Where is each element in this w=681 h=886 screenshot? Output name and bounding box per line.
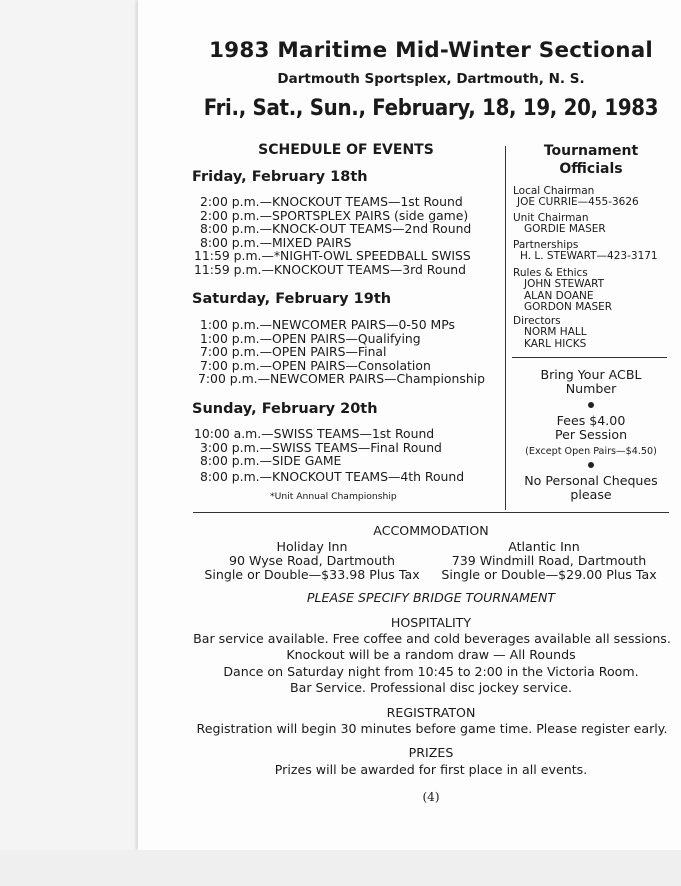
list-item: ALAN DOANE — [524, 289, 594, 302]
hotel1-rate: Single or Double—$33.98 Plus Tax — [204, 567, 420, 582]
list-item: 8:00 p.m.—KNOCK-OUT TEAMS—2nd Round — [200, 221, 472, 237]
list-item: NORM HALL — [524, 326, 587, 338]
local-chairman: JOE CURRIE—455-3626 — [517, 196, 639, 208]
acbl-line-2: Number — [565, 381, 617, 396]
list-item: 7:00 p.m.—OPEN PAIRS—Consolation — [200, 357, 431, 373]
directors-names — [524, 327, 587, 350]
saturday-title: Saturday, February 19th — [192, 291, 392, 307]
hospitality-line: Bar Service. Professional disc jockey service. — [289, 680, 573, 695]
schedule-heading: SCHEDULE OF EVENTS — [258, 142, 434, 158]
list-item: 8:00 p.m.—KNOCKOUT TEAMS—4th Round — [200, 468, 465, 484]
fees-line-2: Per Session — [554, 427, 628, 442]
event-title: 1983 Maritime Mid-Winter Sectional — [209, 38, 653, 63]
unit-chairman: GORDIE MASER — [524, 223, 606, 235]
hospitality-heading: HOSPITALITY — [390, 615, 472, 630]
friday-events — [194, 195, 471, 277]
unit-chairman-label: Unit Chairman — [513, 212, 589, 224]
page-number: (4) — [422, 790, 440, 804]
list-item: 11:59 p.m.—KNOCKOUT TEAMS—3rd Round — [194, 261, 467, 277]
sunday-events — [194, 427, 464, 483]
hospitality-line: Bar service available. Free coffee and cold beverages available all sessions. — [193, 631, 671, 646]
prizes-heading: PRIZES — [408, 745, 454, 760]
list-item: 7:00 p.m.—OPEN PAIRS—Final — [200, 344, 387, 360]
list-item: JOHN STEWART — [524, 278, 605, 290]
list-item: 11:59 p.m.—*NIGHT-OWL SPEEDBALL SWISS — [194, 248, 471, 264]
partnerships-label: Partnerships — [513, 239, 579, 251]
saturday-events — [194, 318, 485, 386]
registration-text: Registration will begin 30 minutes before game time. Please register early. — [196, 721, 668, 736]
rules-names — [524, 279, 612, 314]
prizes-text: Prizes will be awarded for first place in all events. — [274, 762, 588, 777]
column-divider — [505, 146, 506, 510]
event-location: Dartmouth Sportsplex, Dartmouth, N. S. — [277, 71, 585, 87]
officials-heading-1: Tournament — [543, 143, 639, 159]
rules-label: Rules & Ethics — [513, 267, 588, 279]
officials-divider — [512, 357, 667, 358]
list-item: KARL HICKS — [524, 337, 587, 350]
list-item: 7:00 p.m.—NEWCOMER PAIRS—Championship — [198, 371, 485, 387]
local-chairman-label: Local Chairman — [513, 185, 595, 197]
bullet-icon — [588, 402, 594, 408]
list-item: 2:00 p.m.—KNOCKOUT TEAMS—1st Round — [200, 194, 463, 209]
scan-background — [0, 850, 681, 886]
list-item: GORDON MASER — [524, 301, 613, 313]
friday-title: Friday, February 18th — [192, 169, 368, 185]
list-item: 10:00 a.m.—SWISS TEAMS—1st Round — [194, 426, 435, 441]
hotel1-name: Holiday Inn — [276, 539, 348, 554]
event-dates: Fri., Sat., Sun., February, 18, 19, 20, 1983 — [203, 96, 659, 121]
cheques-line-2: please — [570, 487, 612, 502]
registration-heading: REGISTRATON — [386, 705, 476, 720]
hotel2-rate: Single or Double—$29.00 Plus Tax — [441, 567, 657, 582]
schedule-footnote: *Unit Annual Championship — [270, 491, 397, 502]
hospitality-line: Knockout will be a random draw — All Rounds — [286, 647, 576, 662]
fees-note: (Except Open Pairs—$4.50) — [525, 446, 657, 457]
list-item: 8:00 p.m.—MIXED PAIRS — [200, 234, 352, 250]
accommodation-heading: ACCOMMODATION — [373, 523, 489, 538]
list-item: 3:00 p.m.—SWISS TEAMS—Final Round — [200, 439, 442, 455]
list-item: 1:00 p.m.—NEWCOMER PAIRS—0-50 MPs — [200, 317, 455, 332]
directors-label: Directors — [513, 315, 561, 327]
partnerships: H. L. STEWART—423-3171 — [520, 250, 658, 262]
hotel2-address: 739 Windmill Road, Dartmouth — [451, 553, 647, 568]
list-item: 2:00 p.m.—SPORTSPLEX PAIRS (side game) — [200, 207, 469, 223]
hotel2-name: Atlantic Inn — [508, 539, 580, 554]
cheques-line-1: No Personal Cheques — [524, 473, 658, 488]
accommodation-note: PLEASE SPECIFY BRIDGE TOURNAMENT — [306, 590, 556, 605]
sunday-title: Sunday, February 20th — [192, 401, 378, 417]
fees-line-1: Fees $4.00 — [556, 413, 626, 428]
hotel1-address: 90 Wyse Road, Dartmouth — [228, 553, 396, 568]
officials-heading-2: Officials — [559, 161, 623, 177]
bullet-icon — [588, 462, 594, 468]
section-divider — [193, 512, 669, 513]
hospitality-line: Dance on Saturday night from 10:45 to 2:00 in the Victoria Room. — [223, 664, 639, 679]
acbl-line-1: Bring Your ACBL — [540, 367, 642, 382]
list-item: 8:00 p.m.—SIDE GAME — [200, 453, 342, 469]
list-item: 1:00 p.m.—OPEN PAIRS—Qualifying — [200, 330, 421, 346]
